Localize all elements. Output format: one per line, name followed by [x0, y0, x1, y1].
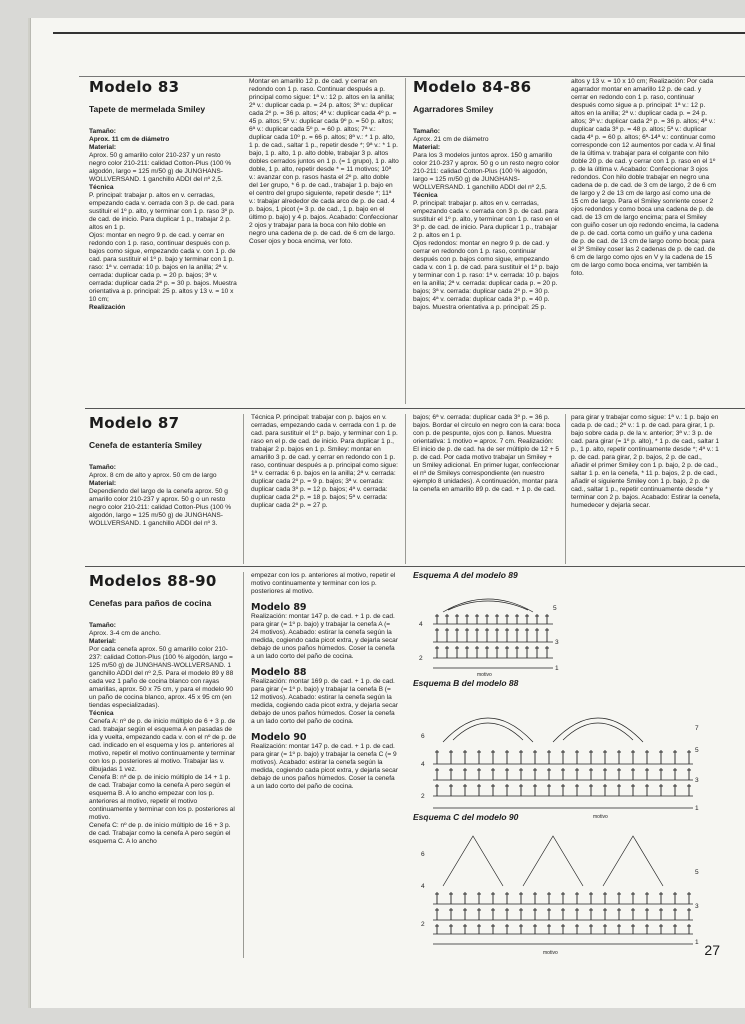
section-heading: Tamaño:	[413, 128, 440, 135]
section-heading: Material:	[89, 480, 117, 487]
paragraph: Cenefa C: nº de p. de inicio múltiplo de 16 + 3 p. de cad. Trabajar como la cenefa A pero según el esquema C. A lo ancho	[89, 822, 231, 845]
paragraph: Aprox. 8 cm de alto y aprox. 50 cm de largo	[89, 472, 217, 479]
row-label: 7	[695, 725, 699, 732]
modelo-83-title: Modelo 83	[89, 78, 180, 96]
paragraph: Cenefa A: nº de p. de inicio múltiplo de 6 + 3 p. de cad. trabajar según el esquema A en pasadas de ida y vuelta, empezando cada v. con el nº de p. de cad. indicado en el esquema y los p. anteriores al motivo, repetir el motivo continuamente y terminar con los p. posteriores al motivo. Trabajar las v. dibujadas 1 vez.	[89, 718, 237, 773]
modelo-83-column-2	[249, 78, 399, 404]
modelos-88-90-column-2	[251, 572, 399, 958]
row-label: 1	[695, 805, 699, 812]
esquema-a-diagram	[413, 584, 563, 676]
row-label: 4	[421, 761, 425, 768]
modelo-87-text-2: Técnica P. principal: trabajar con p. bajos en v. cerradas, empezando cada v. cerrada con 1 p. de cad. para sustituir el 1º p. bajo, y terminar con 1 p. raso en el p. de cad. de inicio. Para duplicar 1 p., trabajar 2 p. bajos en 1 p. Smiley: montar en amarillo 3 p. de cad. y cerrar en redondo con 1 p. raso, continuar después a p. principal como sigue: 1ª v. cerrada: 6 p. bajos en la anilla; 2ª v. cerrada: duplicar cada 2º p. = 9 p. bajos; 3ª v. cerrada: duplicar cada 3º p. = 12 p. bajos; 4ª v. cerrada: duplicar cada 2º p. = 18 p. bajos; 5ª v. cerrada: duplicar cada 2º p. = 27 p.	[251, 414, 398, 509]
section-heading: Técnica	[89, 710, 114, 717]
section-heading: Técnica	[413, 192, 438, 199]
motivo-label: motivo	[477, 672, 492, 676]
paragraph: Aprox. 3-4 cm de ancho.	[89, 630, 161, 637]
row-label: 4	[419, 621, 423, 628]
row-label: 6	[421, 733, 425, 740]
modelos-88-90-subtitle: Cenefas para paños de cocina	[89, 598, 212, 608]
modelos-88-90-column-1	[89, 622, 239, 958]
paragraph: P. principal: trabajar p. altos en v. cerradas, empezando cada v. cerrada con 3 p. de cad. para sustituir el 1º p. alto, y terminar con 1 p. raso 3º p. de cad. de inicio. Para duplicar 1 p., trabajar 2 p. altos en 1 p.	[89, 192, 235, 231]
paragraph: Dependiendo del largo de la cenefa aprox. 50 g amarillo color 210-237 y aprox. 50 g o un resto negro color 210-211: calidad Cotton-Plus (100 % algodón, largo = 125 m/50 g) de JUNGHANS-WOLLVERSAND. 1 ganchillo ADDI del nº 3.	[89, 488, 232, 527]
row-label: 3	[555, 639, 559, 646]
esquema-c-title: Esquema C del modelo 90	[413, 812, 519, 822]
column-divider	[405, 414, 406, 564]
column-divider	[405, 78, 406, 404]
modelo-87-column-3	[413, 414, 561, 564]
section-heading: Técnica	[89, 184, 114, 191]
modelo-87-text-3: bajos; 6ª v. cerrada: duplicar cada 3º p. = 36 p. bajos. Bordar el círculo en negro con la cara: boca con p. de pespunte, ojos con p. llanos. Muestra orientativa: 1 motivo = aprox. 7 cm. Realización: El inicio de p. de cad. ha de ser múltiplo de 12 + 5 p. de cad. Por cada motivo trabajar un Smiley + un Smiley adicional. En primer lugar, confeccionar el nº de Smileys correspondiente (en nuestro ejemplo 8 unidades). A continuación, montar para la cenefa en amarillo 89 p. de cad. + 1 p. de cad.	[413, 414, 561, 493]
row-label: 2	[419, 655, 423, 662]
paragraph: Ojos: montar en negro 9 p. de cad. y cerrar en redondo con 1 p. raso, continuar después con p. bajos como sigue, empezando cada v. con 1 p. de cad. para sustituir el 1º p. bajo y terminar con 1 p. raso: 1ª v. cerrada: 10 p. bajos en la anilla; 2ª v. cerrada: duplicar cada p. = 20 p. bajos; 3ª v. cerrada: duplicar cada 2º p. = 30 p. bajos. Muestra orientativa a p. principal: 25 p. altos y 13 v. = 10 x 10 cm;	[89, 232, 237, 303]
column-divider	[243, 572, 244, 958]
row-label: 2	[421, 921, 425, 928]
paragraph: Aprox. 21 cm de diámetro	[413, 136, 489, 143]
section-divider-1	[85, 408, 745, 409]
row-label: 5	[695, 747, 699, 754]
paragraph: Cenefa B: nº de p. de inicio múltiplo de 14 + 1 p. de cad. Trabajar como la cenefa A pero según el esquema B. A lo ancho empezar con los p. anteriores al motivo, repetir el motivo continuamente y terminar con los p. posteriores al motivo.	[89, 774, 235, 821]
section-divider-2	[85, 566, 745, 567]
row-label: 3	[695, 903, 699, 910]
modelo-88-heading: Modelo 88	[251, 667, 307, 678]
esquema-a-title: Esquema A del modelo 89	[413, 570, 518, 580]
modelo-87-column-4	[571, 414, 721, 564]
row-label: 5	[695, 869, 699, 876]
modelo-83-subtitle: Tapete de mermelada Smiley	[89, 104, 206, 114]
section-heading: Tamaño:	[89, 622, 116, 629]
modelo-89-heading: Modelo 89	[251, 602, 307, 613]
top-rule-thin	[79, 76, 745, 77]
modelo-87-title: Modelo 87	[89, 414, 180, 432]
row-label: 1	[555, 665, 559, 672]
modelo-87-column-1	[89, 464, 239, 564]
section-heading: Tamaño:	[89, 464, 116, 471]
modelo-87-text-4: para girar y trabajar como sigue: 1ª v.: 1 p. bajo en cada p. de cad.; 2ª v.: 1 p. de cad. para girar, 1 p. bajo sobre cada p. de la v. anterior; 3ª v.: 3 p. de cad. para girar (= 1º p. alto), * 1 p. de cad., saltar 1 p., 1 p. alto, repetir continuamente desde *; 4ª v.: 1 p. de cad. para girar, 2 p. bajos, 2 p. de cad., añadir el primer Smiley con 1 p. bajo, 2 p. de cad., saltar 1 p. en la cenefa, * 11 p. bajos, 2 p. de cad., añadir el siguiente Smiley con 1 p. bajo, 2 p. de cad., saltar 1 p., repetir continuamente desde * y terminar con 2 p. bajos. Acabado: Estirar la cenefa, humedecer y dejarla secar.	[571, 414, 721, 509]
section-heading: Material:	[413, 144, 441, 151]
paragraph: Aprox. 11 cm de diámetro	[89, 136, 170, 143]
row-label: 5	[553, 605, 557, 612]
modelo-87-column-2	[251, 414, 399, 564]
paragraph: Ojos redondos: montar en negro 9 p. de cad. y cerrar en redondo con 1 p. raso, continuar después con p. bajos como sigue, empezando cada v. con 1 p. de cad. para sustituir el 1º p. bajo y terminar con 1 p. raso: 1ª v. cerrada: 10 p. bajos en la anilla; 2ª v. cerrada: duplicar cada p. = 20 p. bajos; 3ª v. cerrada: duplicar cada 2º p. = 30 p. bajos; 4ª v. cerrada: duplicar cada 3º p. = 40 p. bajos. Muestra orientativa a p. principal: 25 p.	[413, 240, 559, 311]
modelo-89-text: Realización: montar 147 p. de cad. + 1 p. de cad. para girar (= 1º p. bajo) y trabajar la cenefa A (= 24 motivos). Acabado: estirar la cenefa según la medida, cogiendo cada picot extra, y dejarla secar debajo de unos paños húmedos. Coser la cenefa a un lado corto del paño de cocina.	[251, 613, 398, 660]
paragraph: Por cada cenefa aprox. 50 g amarillo color 210-237: calidad Cotton-Plus (100 % algodón, largo = 125 m/50 g) de JUNGHANS-WOLLVERSAND. 1 ganchillo ADDI del nº 2,5. Para el modelo 89 y 88 cada vez 1 paño de cocina blanco con rayas amarillas, aprox. 50 x 75 cm, y para el modelo 90 un paño de cocina blanco, aprox. 45 x 95 cm (en tiendas especializadas).	[89, 646, 234, 709]
motivo-label: motivo	[543, 950, 558, 954]
modelo-83-text: Montar en amarillo 12 p. de cad. y cerrar en redondo con 1 p. raso. Continuar después a p. principal como sigue: 1ª v.: 12 p. altos en la anilla; 2ª v.: duplicar cada p. = 24 p. altos; 3ª v.: duplicar cada 2º p. = 36 p. altos; 4ª v.: duplicar cada 4º p. = 45 p. altos; 5ª v.: duplicar cada 9º p. = 50 p. altos; 6ª v.: duplicar cada 5º p. = 60 p. altos; 7ª v.: duplicar cada 10º p. = 66 p. altos; 8ª v.: * 1 p. alto, 1 p. de cad., saltar 1 p., repetir desde *; 9ª v.: * 1 p. bajo, 1 p. alto, 1 p. alto doble, trabajar 3 p. altos dobles cerrados juntos en 1 p. (= 1 grupo), 1 p. alto doble, 1 p. alto, repetir desde * = 11 motivos; 10ª v.: avanzar con p. rasos hasta el 2º p. alto doble del 1er grupo, * 6 p. de cad., trabajar 1 p. bajo en el centro del grupo siguiente, repetir desde *; 11ª v.: trabajar alrededor de cada arco de p. de cad. 4 p. bajos, 1 picot (= 3 p. de cad., 1 p. bajo en el último p. bajo) y 4 p. bajos. Acabado: Confeccionar 2 ojos y trabajar para la boca con hilo doble en negro una cadena de p. de cad. de 6 cm de largo. Coser ojos y boca encima, ver foto.	[249, 78, 399, 245]
row-label: 2	[421, 793, 425, 800]
page-number: 27	[704, 942, 720, 958]
top-rule	[53, 32, 745, 34]
modelo-83-column-1	[89, 128, 239, 404]
intro-text: empezar con los p. anteriores al motivo, repetir el motivo continuamente y terminar con los p. posteriores al motivo.	[251, 572, 396, 595]
modelo-84-86-column-1	[413, 128, 561, 404]
section-heading: Tamaño:	[89, 128, 116, 135]
magazine-page	[30, 18, 745, 1008]
modelo-84-86-column-2	[571, 78, 719, 404]
section-heading: Material:	[89, 638, 117, 645]
modelo-90-heading: Modelo 90	[251, 732, 307, 743]
paragraph: Para los 3 modelos juntos aprox. 150 g amarillo color 210-237 y aprox. 50 g o un resto negro color 210-211: calidad Cotton-Plus (100 % algodón, largo = 125 m/50 g) de JUNGHANS-WOLLVERSAND. 1 ganchillo ADDI del nº 2,5.	[413, 152, 560, 191]
section-heading: Realización	[89, 304, 126, 311]
modelos-88-90-title: Modelos 88-90	[89, 572, 217, 590]
modelo-84-86-text: altos y 13 v. = 10 x 10 cm; Realización: Por cada agarrador montar en amarillo 12 p. de cad. y cerrar en redondo con 1 p. raso, continuar después como sigue a p. principal: 1ª v.: 12 p. altos en la anilla; 2ª v.: duplicar cada p. = 24 p. altos; 3ª v.: duplicar cada 2º p. = 36 p. altos; 4ª v.: duplicar cada 3º p. = 48 p. altos; 5ª v.: duplicar cada 4º p. = 60 p. altos; 6ª-14ª v.: continuar como corresponde con 12 aumentos por cada v. Al final de la última v. trabajar para el colgante con hilo doble 20 p. de cad. y cerrar con 1 p. raso en el 1º p. de la última v. Acabado: Confeccionar 3 ojos redondos. Con hilo doble trabajar en negro una cadena de p. de cad. de 3 cm de largo, 2 de 6 cm de largo y 2 de 13 cm de largo así como una de 15 cm de largo. Para el Smiley sonriente coser 2 ojos redondos y como boca una cadena de p. de cad. de 13 cm de largo encima; para el Smiley con guiño coser un ojo redondo encima, la cadena de p. de cad. corta como un guiño y una cadena de p. de cad. de 13 cm de largo como boca; para el 3º Smiley coser las 2 cadenas de p. de cad. de 6 cm de largo como ojos en V y la cadena de 15 cm de largo como boca encima, ver también la foto.	[571, 78, 719, 277]
column-divider	[243, 414, 244, 564]
modelo-90-text: Realización: montar 147 p. de cad. + 1 p. de cad. para girar (= 1º p. bajo) y trabajar la cenefa C (= 9 motivos). Acabado: estirar la cenefa según la medida, cogiendo cada picot extra, y dejarla secar debajo de unos paños húmedos. Coser la cenefa a un lado corto del paño de cocina.	[251, 743, 398, 790]
esquema-b-title: Esquema B del modelo 88	[413, 678, 519, 688]
section-heading: Material:	[89, 144, 117, 151]
row-label: 1	[695, 939, 699, 946]
modelo-84-86-subtitle: Agarradores Smiley	[413, 104, 494, 114]
paragraph: Aprox. 50 g amarillo color 210-237 y un resto negro color 210-211: calidad Cotton-Plus (100 % algodón, largo = 125 m/50 g) de JUNGHANS-WOLLVERSAND. 1 ganchillo ADDI del nº 2,5.	[89, 152, 232, 183]
paragraph: P. principal: trabajar p. altos en v. cerradas, empezando cada v. cerrada con 3 p. de cad. para sustituir el 1º p. alto, y terminar con 1 p. raso en el 3º p. de cad. de inicio. Para duplicar 1 p., trabajar 2 p. altos en 1 p.	[413, 200, 560, 239]
motivo-label: motivo	[593, 814, 608, 820]
modelo-84-86-title: Modelo 84-86	[413, 78, 532, 96]
esquema-c-diagram	[413, 826, 713, 954]
row-label: 3	[695, 777, 699, 784]
modelo-87-subtitle: Cenefa de estantería Smiley	[89, 440, 202, 450]
column-divider	[565, 414, 566, 564]
modelo-88-text: Realización: montar 169 p. de cad. + 1 p. de cad. para girar (= 1º p. bajo) y trabajar la cenefa B (= 12 motivos). Acabado: estirar la cenefa según la medida, cogiendo cada picot extra, y dejarla secar debajo de unos paños húmedos. Coser la cenefa a un lado corto del paño de cocina.	[251, 678, 398, 725]
row-label: 6	[421, 851, 425, 858]
esquema-b-diagram	[413, 692, 713, 820]
row-label: 4	[421, 883, 425, 890]
